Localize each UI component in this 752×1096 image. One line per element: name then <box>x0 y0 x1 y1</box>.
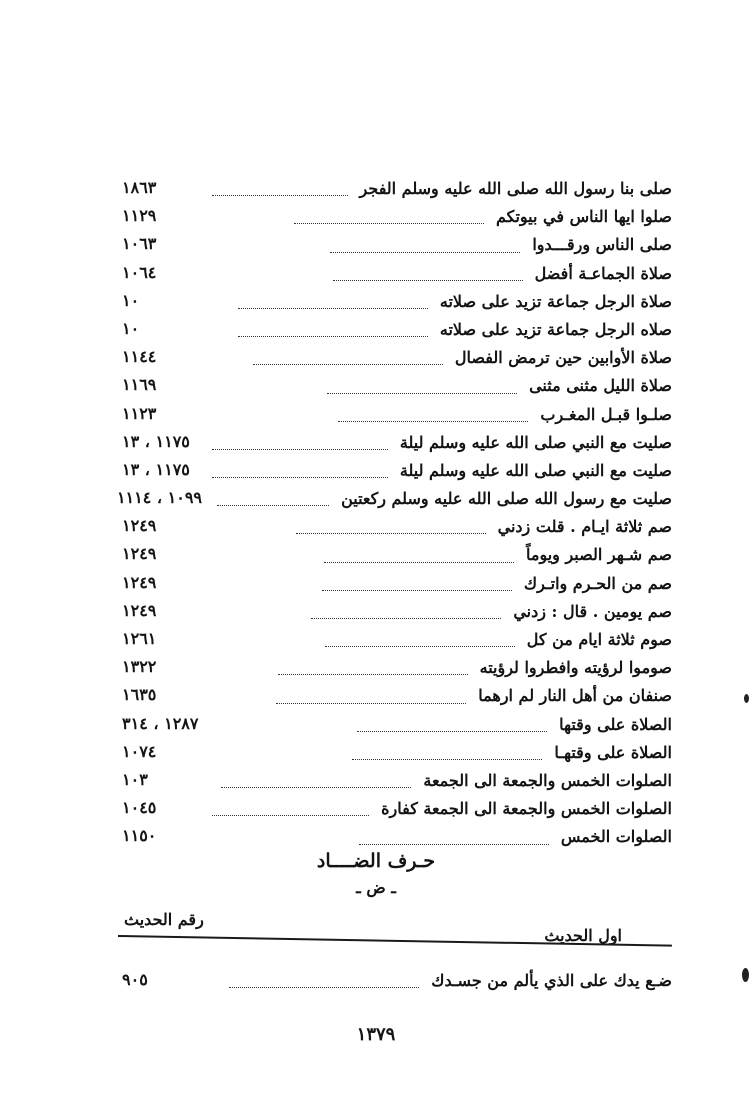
dot-leader <box>212 814 369 816</box>
index-entry <box>122 796 672 824</box>
index-entry <box>122 345 672 373</box>
index-entry <box>122 317 672 345</box>
entry-first-words: صم شـهر الصبر ويوماً <box>526 545 672 565</box>
index-entry <box>122 402 672 430</box>
entry-hadith-number: ١٢٨٧ ، ٣١٤ <box>122 713 199 733</box>
entry-hadith-number: ١١٢٣ <box>122 403 157 423</box>
entry-first-words: الصلوات الخمس <box>560 827 672 847</box>
hadith-index-list <box>116 176 672 853</box>
page-number: ١٣٧٩ <box>356 1024 396 1045</box>
dot-leader <box>212 476 388 478</box>
entry-first-words: صم ثلاثة ايـام . قلت زدني <box>497 517 672 537</box>
index-entry <box>122 712 672 740</box>
entry-first-words: صليت مع النبي صلى الله عليه وسلم ليلة <box>399 460 672 480</box>
index-entry <box>122 627 672 655</box>
dot-leader <box>238 335 428 337</box>
index-entry <box>122 176 672 204</box>
dot-leader <box>278 673 468 675</box>
section-title: حـرف الضــــاد <box>316 850 436 872</box>
scan-speck <box>742 968 749 982</box>
index-entry <box>122 204 672 232</box>
index-entry <box>122 373 672 401</box>
entry-first-words: صلـوا قبـل المغـرب <box>540 404 672 424</box>
index-entry <box>122 655 672 683</box>
dot-leader <box>212 194 348 196</box>
index-entry <box>122 824 672 852</box>
dot-leader <box>221 786 411 788</box>
dot-leader <box>212 448 388 450</box>
entry-first-words: صم يومين . قال : زدني <box>513 601 672 621</box>
entry-first-words: صنفان من أهل النار لم ارهما <box>478 686 672 706</box>
entry-first-words: صلاة الجماعـة أفضل <box>534 263 672 283</box>
entry-first-words: الصلاة على وقتهـا <box>554 742 672 762</box>
entry-hadith-number: ١٢٦١ <box>122 629 157 648</box>
dot-leader <box>357 730 547 732</box>
dot-leader <box>359 843 549 845</box>
section-letter: ـ ض ـ <box>356 878 396 897</box>
index-entry <box>122 261 672 289</box>
index-entry <box>122 683 672 711</box>
dot-leader <box>253 363 443 365</box>
entry-hadith-number: ١٣٢٢ <box>122 657 157 677</box>
dot-leader <box>311 617 501 619</box>
entry-first-words: الصلاة على وقتها <box>559 714 672 734</box>
dot-leader <box>238 307 428 309</box>
dot-leader <box>294 222 484 224</box>
entry-hadith-number: ١٢٤٩ <box>122 544 157 564</box>
entry-hadith-number: ١٢٤٩ <box>122 572 157 592</box>
entry-first-words: صلوا ايها الناس في بيوتكم <box>495 207 672 227</box>
dot-leader <box>229 986 419 988</box>
entry-first-words: صليت مع النبي صلى الله عليه وسلم ليلة <box>399 432 672 452</box>
dot-leader <box>276 702 466 704</box>
first-words-header: اول الحديث <box>544 926 622 945</box>
entry-hadith-number: ١٢٤٩ <box>122 600 157 620</box>
entry-first-words: صوم ثلاثة ايام من كل <box>526 630 672 649</box>
dot-leader <box>322 589 512 591</box>
dot-leader <box>333 279 523 281</box>
dot-leader <box>325 645 515 647</box>
entry-hadith-number: ١٦٣٥ <box>122 685 157 705</box>
hadith-number-header: رقم الحديث <box>124 910 204 929</box>
entry-hadith-number: ١٠٤٥ <box>122 798 157 818</box>
entry-first-words: صوموا لرؤيته وافطروا لرؤيته <box>479 658 672 678</box>
entry-first-words: صلاة الأوابين حين ترمض الفصال <box>454 348 672 368</box>
entry-first-words: صلاه الرجل جماعة تزيد على صلاته <box>439 319 672 339</box>
entry-hadith-number: ١١٤٤ <box>122 347 157 367</box>
dot-leader <box>327 392 517 394</box>
entry-hadith-number: ١٢٤٩ <box>122 516 157 536</box>
entry-first-words: صلى الناس ورقـــدوا <box>532 235 672 255</box>
dot-leader <box>217 504 329 506</box>
index-entry <box>122 599 672 627</box>
entry-hadith-number: ١١٧٥ ، ١٣ <box>122 431 190 451</box>
entry-hadith-number: ١٠ <box>122 318 140 338</box>
entry-first-words: الصلوات الخمس والجمعة الى الجمعة كفارة <box>381 799 672 819</box>
entry-first-words: الصلوات الخمس والجمعة الى الجمعة <box>423 770 672 790</box>
entry-hadith-number: ١٠٧٤ <box>122 741 157 761</box>
index-entry <box>116 486 672 514</box>
entry-hadith-number: ١٠٦٤ <box>122 262 157 282</box>
index-entry <box>122 542 672 570</box>
index-entry <box>122 968 672 996</box>
dot-leader <box>324 561 514 563</box>
entry-hadith-number: ١١٢٩ <box>122 206 157 226</box>
entry-hadith-number: ١١٦٩ <box>122 375 157 395</box>
entry-hadith-number: ١١٥٠ <box>122 826 157 846</box>
entry-first-words: ضـع يدك على الذي يألم من جسـدك <box>431 971 672 990</box>
index-entry <box>122 571 672 599</box>
index-entry <box>122 430 672 458</box>
index-entry <box>122 458 672 486</box>
entry-hadith-number: ٩٠٥ <box>122 970 148 989</box>
entry-hadith-number: ١٨٦٣ <box>122 178 157 197</box>
dad-index-list <box>122 968 672 996</box>
index-entry <box>122 232 672 260</box>
scan-speck <box>744 694 749 703</box>
index-entry <box>122 768 672 796</box>
entry-first-words: صلى بنا رسول الله صلى الله عليه وسلم الفجر <box>359 179 672 198</box>
entry-hadith-number: ١٠ <box>122 290 140 310</box>
index-entry <box>122 289 672 317</box>
entry-hadith-number: ١١٧٥ ، ١٣ <box>122 459 190 479</box>
entry-hadith-number: ١٠٦٣ <box>122 234 157 254</box>
entry-hadith-number: ١٠٣ <box>122 769 148 789</box>
entry-first-words: صلاة الرجل جماعة تزيد على صلاته <box>439 291 672 311</box>
dot-leader <box>296 532 486 534</box>
index-entry <box>122 514 672 542</box>
entry-first-words: صم من الحـرم واتـرك <box>523 573 672 593</box>
dot-leader <box>330 251 520 253</box>
entry-first-words: صلاة الليل مثنى مثنى <box>529 376 672 396</box>
index-entry <box>122 740 672 768</box>
entry-first-words: صليت مع رسول الله صلى الله عليه وسلم ركعتين <box>341 489 672 509</box>
dot-leader <box>338 420 528 422</box>
dot-leader <box>352 758 542 760</box>
entry-hadith-number: ١٠٩٩ ، ١١١٤ <box>116 488 202 508</box>
